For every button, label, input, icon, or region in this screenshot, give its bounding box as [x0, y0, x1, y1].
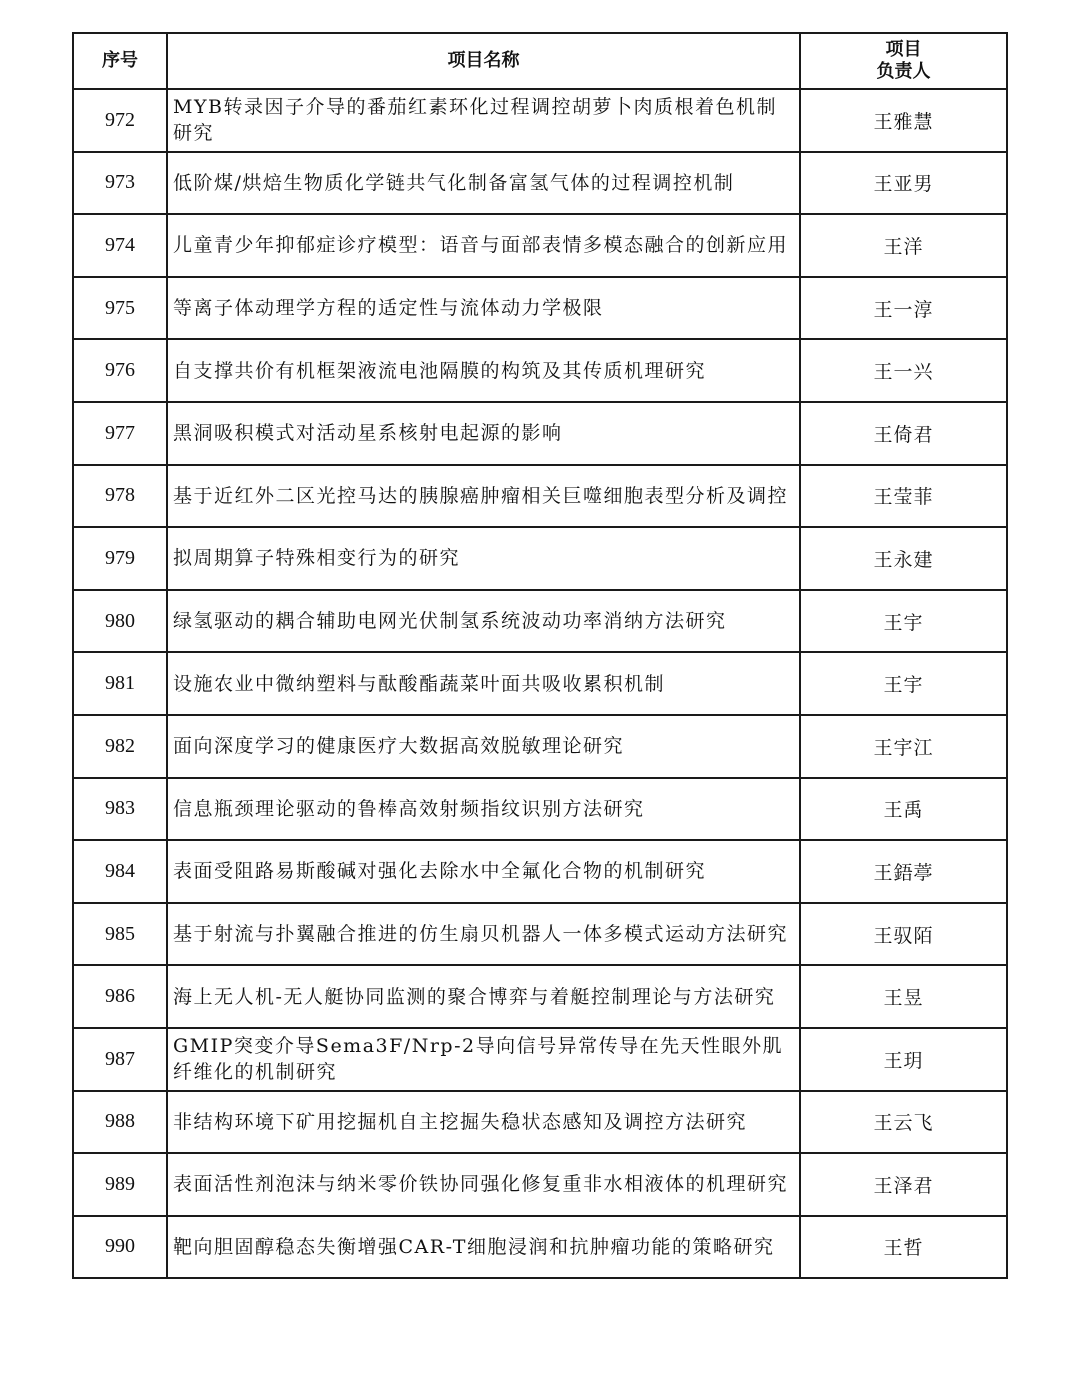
row-index: 974 [73, 214, 167, 277]
row-project-name: 自支撑共价有机框架液流电池隔膜的构筑及其传质机理研究 [167, 339, 800, 402]
row-index: 989 [73, 1153, 167, 1216]
header-project-name: 项目名称 [167, 33, 800, 89]
header-index: 序号 [73, 33, 167, 89]
table-row [73, 840, 1007, 903]
row-leader: 王倚君 [800, 402, 1007, 465]
row-project-name: 等离子体动理学方程的适定性与流体动力学极限 [167, 277, 800, 340]
row-project-name: 儿童青少年抑郁症诊疗模型：语音与面部表情多模态融合的创新应用 [167, 214, 800, 277]
table-row [73, 778, 1007, 841]
row-index: 981 [73, 652, 167, 715]
table-row [73, 339, 1007, 402]
row-index: 983 [73, 778, 167, 841]
row-leader: 王宇 [800, 590, 1007, 653]
row-index: 977 [73, 402, 167, 465]
row-index: 987 [73, 1028, 167, 1091]
table-row [73, 965, 1007, 1028]
row-project-name: 靶向胆固醇稳态失衡增强CAR-T细胞浸润和抗肿瘤功能的策略研究 [167, 1216, 800, 1279]
row-leader: 王哲 [800, 1216, 1007, 1279]
row-leader: 王宇 [800, 652, 1007, 715]
header-leader-line1: 项目 [885, 39, 922, 60]
row-project-name: 基于近红外二区光控马达的胰腺癌肿瘤相关巨噬细胞表型分析及调控 [167, 465, 800, 528]
row-project-name: 基于射流与扑翼融合推进的仿生扇贝机器人一体多模式运动方法研究 [167, 903, 800, 966]
row-leader: 王亚男 [800, 152, 1007, 215]
row-leader: 王云飞 [800, 1091, 1007, 1154]
table-row [73, 1091, 1007, 1154]
row-project-name: 海上无人机-无人艇协同监测的聚合博弈与着艇控制理论与方法研究 [167, 965, 800, 1028]
row-project-name: 表面活性剂泡沫与纳米零价铁协同强化修复重非水相液体的机理研究 [167, 1153, 800, 1216]
row-leader: 王雅慧 [800, 89, 1007, 152]
row-index: 990 [73, 1216, 167, 1279]
row-project-name: 信息瓶颈理论驱动的鲁棒高效射频指纹识别方法研究 [167, 778, 800, 841]
row-index: 973 [73, 152, 167, 215]
row-leader: 王鋙葶 [800, 840, 1007, 903]
row-leader: 王一兴 [800, 339, 1007, 402]
table-row [73, 715, 1007, 778]
table-row [73, 1216, 1007, 1279]
row-project-name: 拟周期算子特殊相变行为的研究 [167, 527, 800, 590]
row-index: 986 [73, 965, 167, 1028]
row-index: 976 [73, 339, 167, 402]
table-row [73, 1153, 1007, 1216]
table-row [73, 527, 1007, 590]
row-project-name: 表面受阻路易斯酸碱对强化去除水中全氟化合物的机制研究 [167, 840, 800, 903]
table-body [73, 89, 1007, 1278]
row-leader: 王宇江 [800, 715, 1007, 778]
row-project-name: 黑洞吸积模式对活动星系核射电起源的影响 [167, 402, 800, 465]
table-row [73, 652, 1007, 715]
row-index: 975 [73, 277, 167, 340]
row-project-name: 低阶煤/烘焙生物质化学链共气化制备富氢气体的过程调控机制 [167, 152, 800, 215]
row-leader: 王洋 [800, 214, 1007, 277]
row-index: 979 [73, 527, 167, 590]
table-row [73, 1028, 1007, 1091]
row-project-name: MYB转录因子介导的番茄红素环化过程调控胡萝卜肉质根着色机制研究 [167, 89, 800, 152]
row-index: 980 [73, 590, 167, 653]
row-leader: 王泽君 [800, 1153, 1007, 1216]
header-row [73, 33, 1007, 89]
row-project-name: 设施农业中微纳塑料与酞酸酯蔬菜叶面共吸收累积机制 [167, 652, 800, 715]
row-index: 978 [73, 465, 167, 528]
row-leader: 王玥 [800, 1028, 1007, 1091]
row-leader: 王一淳 [800, 277, 1007, 340]
row-leader: 王禹 [800, 778, 1007, 841]
header-leader-line2: 负责人 [876, 61, 931, 82]
table-row [73, 465, 1007, 528]
table-row [73, 152, 1007, 215]
row-leader: 王永建 [800, 527, 1007, 590]
row-project-name: 面向深度学习的健康医疗大数据高效脱敏理论研究 [167, 715, 800, 778]
table-row [73, 903, 1007, 966]
row-index: 985 [73, 903, 167, 966]
table-row [73, 402, 1007, 465]
table-row [73, 590, 1007, 653]
row-index: 982 [73, 715, 167, 778]
row-index: 988 [73, 1091, 167, 1154]
row-leader: 王驭陌 [800, 903, 1007, 966]
row-project-name: 绿氢驱动的耦合辅助电网光伏制氢系统波动功率消纳方法研究 [167, 590, 800, 653]
row-project-name: GMIP突变介导Sema3F/Nrp-2导向信号异常传导在先天性眼外肌纤维化的机制研究 [167, 1028, 800, 1091]
row-leader: 王昱 [800, 965, 1007, 1028]
table-row [73, 277, 1007, 340]
row-index: 984 [73, 840, 167, 903]
row-leader: 王莹菲 [800, 465, 1007, 528]
header-leader [800, 33, 1007, 89]
row-project-name: 非结构环境下矿用挖掘机自主挖掘失稳状态感知及调控方法研究 [167, 1091, 800, 1154]
table-row [73, 214, 1007, 277]
project-table [72, 32, 1008, 1279]
row-index: 972 [73, 89, 167, 152]
table-row [73, 89, 1007, 152]
